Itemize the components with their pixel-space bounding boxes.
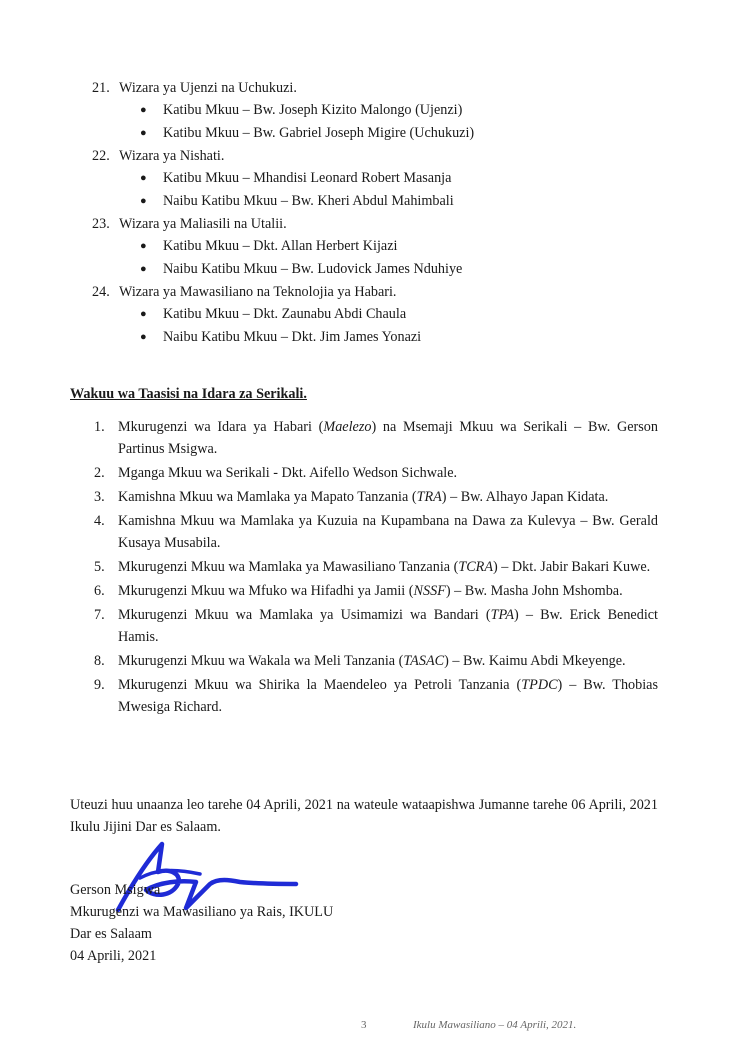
institution-text-after: ) – Bw. Masha John Mshomba. xyxy=(445,583,623,599)
institution-number: 4. xyxy=(94,513,105,529)
institution-text xyxy=(118,650,658,672)
official-list xyxy=(92,235,692,281)
institution-abbreviation: TRA xyxy=(416,489,442,505)
institution-number: 6. xyxy=(94,583,105,599)
official-text: Katibu Mkuu – Bw. Gabriel Joseph Migire (Uchukuzi) xyxy=(163,125,475,141)
institution-text xyxy=(118,510,658,554)
official-text: Naibu Katibu Mkuu – Dkt. Jim James Yonazi xyxy=(163,329,422,345)
institution-text-before: Mkurugenzi Mkuu wa Shirika la Maendeleo ya Petroli Tanzania ( xyxy=(118,677,522,693)
bullet-icon: ● xyxy=(140,263,147,275)
ministry-heading xyxy=(92,213,692,235)
official-text: Katibu Mkuu – Dkt. Zaunabu Abdi Chaula xyxy=(163,306,407,322)
official-text: Katibu Mkuu – Mhandisi Leonard Robert Masanja xyxy=(163,170,452,186)
ministry-item xyxy=(92,213,692,281)
institution-number: 2. xyxy=(94,465,105,481)
institution-text-before: Kamishna Mkuu wa Mamlaka ya Kuzuia na Kupambana na Dawa za Kulevya – Bw. Gerald Kusaya Musabila. xyxy=(118,513,658,551)
ministry-number: 24. xyxy=(92,284,110,300)
ministry-heading xyxy=(92,145,692,167)
institution-item xyxy=(94,674,658,718)
institution-text xyxy=(118,556,658,578)
institution-text-before: Mkurugenzi Mkuu wa Mamlaka ya Usimamizi wa Bandari ( xyxy=(118,607,491,623)
ministry-heading xyxy=(92,281,692,303)
ministry-heading xyxy=(92,77,692,99)
institution-abbreviation: TASAC xyxy=(403,653,445,669)
official-item xyxy=(140,190,692,213)
official-item xyxy=(140,235,692,258)
ministry-name: Wizara ya Maliasili na Utalii. xyxy=(119,216,287,232)
official-text: Katibu Mkuu – Dkt. Allan Herbert Kijazi xyxy=(163,238,398,254)
official-list xyxy=(92,167,692,213)
institution-abbreviation: Maelezo xyxy=(323,419,372,435)
official-list xyxy=(92,303,692,349)
institution-text-after: ) na Msemaji Mkuu wa Serikali – Bw. Gerson Partinus Msigwa. xyxy=(118,419,658,457)
institution-item xyxy=(94,486,658,508)
official-item xyxy=(140,99,692,122)
institution-text xyxy=(118,486,658,508)
institution-abbreviation: TCRA xyxy=(458,559,494,575)
institution-text xyxy=(118,416,658,460)
page-footer xyxy=(361,1019,576,1031)
ministry-item xyxy=(92,77,692,145)
institution-number: 5. xyxy=(94,559,105,575)
ministry-name: Wizara ya Nishati. xyxy=(119,148,225,164)
footer-note: Ikulu Mawasiliano – 04 Aprili, 2021. xyxy=(413,1019,577,1031)
institution-item xyxy=(94,580,658,602)
signatory-name: Gerson Msigwa xyxy=(70,882,161,898)
closing-paragraph: Uteuzi huu unaanza leo tarehe 04 Aprili, 2021 na wateule wataapishwa Jumanne tarehe 06 Aprili, 2021 Ikulu Jijini Dar es Salaam. xyxy=(70,797,658,835)
institution-number: 7. xyxy=(94,607,105,623)
institution-text-before: Mkurugenzi wa Idara ya Habari ( xyxy=(118,419,324,435)
ministry-number: 22. xyxy=(92,148,110,164)
official-item xyxy=(140,258,692,281)
institution-text-before: Mkurugenzi Mkuu wa Mamlaka ya Mawasiliano Tanzania ( xyxy=(118,559,459,575)
bullet-icon: ● xyxy=(140,240,147,252)
ministry-number: 23. xyxy=(92,216,110,232)
institution-number: 3. xyxy=(94,489,105,505)
page-number: 3 xyxy=(361,1019,367,1031)
signatory-date: 04 Aprili, 2021 xyxy=(70,948,157,964)
bullet-icon: ● xyxy=(140,331,147,343)
ministry-item xyxy=(92,145,692,213)
ministry-list xyxy=(92,77,692,349)
institution-list xyxy=(94,416,658,720)
bullet-icon: ● xyxy=(140,195,147,207)
ministry-name: Wizara ya Mawasiliano na Teknolojia ya Habari. xyxy=(119,284,397,300)
institution-item xyxy=(94,416,658,460)
ministry-name: Wizara ya Ujenzi na Uchukuzi. xyxy=(119,80,297,96)
signatory-place: Dar es Salaam xyxy=(70,926,152,942)
institution-number: 8. xyxy=(94,653,105,669)
bullet-icon: ● xyxy=(140,172,147,184)
official-item xyxy=(140,303,692,326)
institution-abbreviation: TPA xyxy=(490,607,514,623)
institution-text-before: Mkurugenzi Mkuu wa Mfuko wa Hifadhi ya Jamii ( xyxy=(118,583,414,599)
institution-item xyxy=(94,462,658,484)
ministry-number: 21. xyxy=(92,80,110,96)
institution-abbreviation: TPDC xyxy=(521,677,558,693)
official-item xyxy=(140,167,692,190)
signature-block xyxy=(70,879,333,967)
institution-text-before: Mganga Mkuu wa Serikali - Dkt. Aifello Wedson Sichwale. xyxy=(118,465,458,481)
institution-text-before: Kamishna Mkuu wa Mamlaka ya Mapato Tanzania ( xyxy=(118,489,417,505)
official-text: Naibu Katibu Mkuu – Bw. Kheri Abdul Mahimbali xyxy=(163,193,454,209)
institution-item xyxy=(94,556,658,578)
bullet-icon: ● xyxy=(140,308,147,320)
institution-text-after: ) – Dkt. Jabir Bakari Kuwe. xyxy=(493,559,651,575)
institution-number: 1. xyxy=(94,419,105,435)
institution-text-after: ) – Bw. Erick Benedict Hamis. xyxy=(118,607,658,645)
institution-item xyxy=(94,510,658,554)
official-text: Katibu Mkuu – Bw. Joseph Kizito Malongo (Ujenzi) xyxy=(163,102,463,118)
ministry-item xyxy=(92,281,692,349)
institution-text xyxy=(118,580,658,602)
institution-text xyxy=(118,604,658,648)
bullet-icon: ● xyxy=(140,104,147,116)
institution-number: 9. xyxy=(94,677,105,693)
institution-text xyxy=(118,674,658,718)
signatory-title: Mkurugenzi wa Mawasiliano ya Rais, IKULU xyxy=(70,904,334,920)
institution-text-after: ) – Bw. Thobias Mwesiga Richard. xyxy=(118,677,659,715)
institution-item xyxy=(94,604,658,648)
official-item xyxy=(140,122,692,145)
institution-abbreviation: NSSF xyxy=(413,583,446,599)
institution-text xyxy=(118,462,658,484)
bullet-icon: ● xyxy=(140,127,147,139)
institution-text-before: Mkurugenzi Mkuu wa Wakala wa Meli Tanzania ( xyxy=(118,653,404,669)
institution-text-after: ) – Bw. Alhayo Japan Kidata. xyxy=(441,489,609,505)
section-title: Wakuu wa Taasisi na Idara za Serikali. xyxy=(70,386,307,402)
institution-item xyxy=(94,650,658,672)
official-item xyxy=(140,326,692,349)
official-text: Naibu Katibu Mkuu – Bw. Ludovick James Nduhiye xyxy=(163,261,463,277)
official-list xyxy=(92,99,692,145)
institution-text-after: ) – Bw. Kaimu Abdi Mkeyenge. xyxy=(444,653,626,669)
